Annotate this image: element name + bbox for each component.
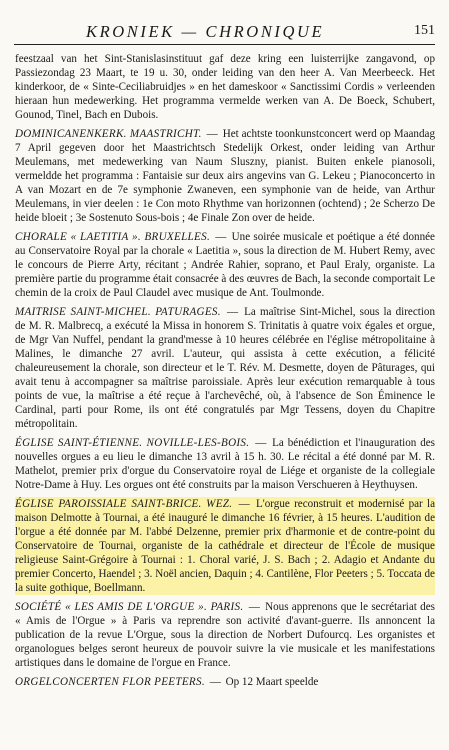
section-heading: MAITRISE SAINT-MICHEL. PATURAGES. (15, 306, 221, 318)
paragraph-dominicanenkerk (15, 127, 435, 225)
paragraph-amis-de-l-orgue (15, 600, 435, 670)
page-header (0, 22, 449, 42)
paragraph-saint-brice-highlighted (15, 497, 435, 595)
paragraph-text: feestzaal van het Sint-Stanislasinstituut gaf deze kring een luisterrijke zangavond, op Passiezondag 23 Maart, te 19 u. 30, onder leiding van den heer A. Van Meerbeeck. Het kinderkoor, de « Sinte-Ceciliabruidjes » en het dameskoor « Sanctissimi Cordis » verleenden hieraan hun medewerking. Het programma vermelde werken van A. De Boeck, Schubert, Gounod, Tinel, Bach en Dubois. (15, 53, 435, 121)
section-heading: ÉGLISE PAROISSIALE SAINT-BRICE. WEZ. (15, 498, 233, 510)
paragraph-maitrise (15, 305, 435, 431)
section-heading: ORGELCONCERTEN FLOR PEETERS. (15, 676, 205, 688)
paragraph-text: Une soirée musicale et poétique a été donnée au Conservatoire Royal par la chorale « Laetitia », sous la direction de M. Hubert Remy, avec le concours de Pierre Arty, récitant ; Andrée Rahier, soprano, et Paul Eraly, organiste. La première partie du programme était consacrée à des œuvres de Bach, la seconde comportait Le chemin de la croix de Paul Claudel avec musique de Ant. Toulmonde. (15, 231, 435, 299)
header-rule (14, 44, 435, 45)
paragraph-text: La bénédiction et l'inauguration des nouvelles orgues a eu lieu le dimanche 13 avril à 15 h. 30. Le récital a été donné par M. R. Mathelot, premier prix d'orgue du Conservatoire royal de Liége et organiste de la collegiale Notre-Dame à Huy. Les orgues ont été construits par la maison Verschueren à Heythuysen. (15, 437, 436, 491)
paragraph-stanislas (15, 52, 435, 122)
heading-dash: — (206, 128, 218, 140)
article-body (15, 52, 435, 694)
paragraph-flor-peeters (15, 675, 435, 689)
paragraph-text: L'orgue reconstruit et modernisé par la maison Delmotte à Tournai, a été inauguré le dimanche 16 février, à 15 heures. L'audition de l'orgue a été donnée par M. l'abbé Delzenne, premier prix d'harmonie et de contre-point du Conservatoire de Tournai, organiste de la cathédrale et directeur de l'École de musique religieuse Saint-Grégoire à Tournai : 1. Choral varié, J. S. Bach ; 2. Adagio et Andante du premier Concerto, Haendel ; 3. Noël ancien, Daquin ; 4. Cantilène, Flor Peeters ; 5. Toccata de la suite gothique, Boellmann. (15, 498, 436, 594)
paragraph-saint-etienne (15, 436, 435, 492)
page-number: 151 (414, 23, 435, 38)
heading-dash: — (215, 231, 227, 243)
heading-dash: — (238, 498, 250, 510)
paragraph-text: Op 12 Maart speelde (225, 676, 319, 688)
section-heading: DOMINICANENKERK. MAASTRICHT. (15, 128, 202, 140)
running-title: KRONIEK — CHRONIQUE (86, 22, 325, 41)
paragraph-text: Het achtste toonkunstconcert werd op Maandag 7 April gegeven door het Maastrichtsch Stedelijk Orkest, onder leiding van Arthur Meulemans, met medewerking van Naum Sluszny, pianist. Buiten enkele pianosoli, vermeldde het programma : Fantaisie sur deux airs angevins van G. Lekeu ; Pianoconcerto in A van Mozart en de 7e symphonie Zwaneven, een symphonie van de heide, van Arthur Meulemans, in vier deelen : 1e Con moto Rhythme van horizonnen (ochtend) ; 2e Scherzo De heide bloeit ; 3e Sostenuto Sous-bois ; 4e Finale Zon over de heide. (15, 128, 435, 224)
heading-dash: — (248, 601, 260, 613)
paragraph-laetitia (15, 230, 435, 300)
section-heading: SOCIÉTÉ « LES AMIS DE L'ORGUE ». PARIS. (15, 601, 244, 613)
section-heading: ÉGLISE SAINT-ÉTIENNE. NOVILLE-LES-BOIS. (15, 437, 250, 449)
heading-dash: — (255, 437, 267, 449)
paragraph-text: Nous apprenons que le secrétariat des « Amis de l'Orgue » à Paris va reprendre son activité d'avant-guerre. Ils annoncent la publication de la revue L'Orgue, sous la direction de Norbert Dufourcq. Les organistes et organologues belges seront heureux de pouvoir suivre la vie musicale et les manifestations artistiques dans le domaine de l'orgue en France. (15, 601, 435, 669)
paragraph-text: La maîtrise Sint-Michel, sous la direction de M. R. Malbrecq, a exécuté la Missa in honorem S. Trinitatis à quatre voix égales et orgue, de Mgr Van Nuffel, pendant la grand'messe à 10 heures célébrée en l'église métropolitaine à Malines, le dimanche 27 avril. L'auteur, qui assista à cette exécution, a félicité chaleureusement la chorale, son directeur et le T. Rév. M. Desmette, doyen de Pâturages, qui avait tenu à accompagner sa maîtrise paroissiale. Après leur exécution remarquable à tous points de vue, la maîtrise a été reçue à l'archevêché, où, à l'absence de Son Éminence le Cardinal, parti pour Rome, ils ont été congratulés par Mgr Tessens, doyen du Chapitre métropolitain. (15, 306, 436, 430)
section-heading: CHORALE « LAETITIA ». BRUXELLES. (15, 231, 211, 243)
heading-dash: — (209, 676, 221, 688)
heading-dash: — (226, 306, 239, 318)
